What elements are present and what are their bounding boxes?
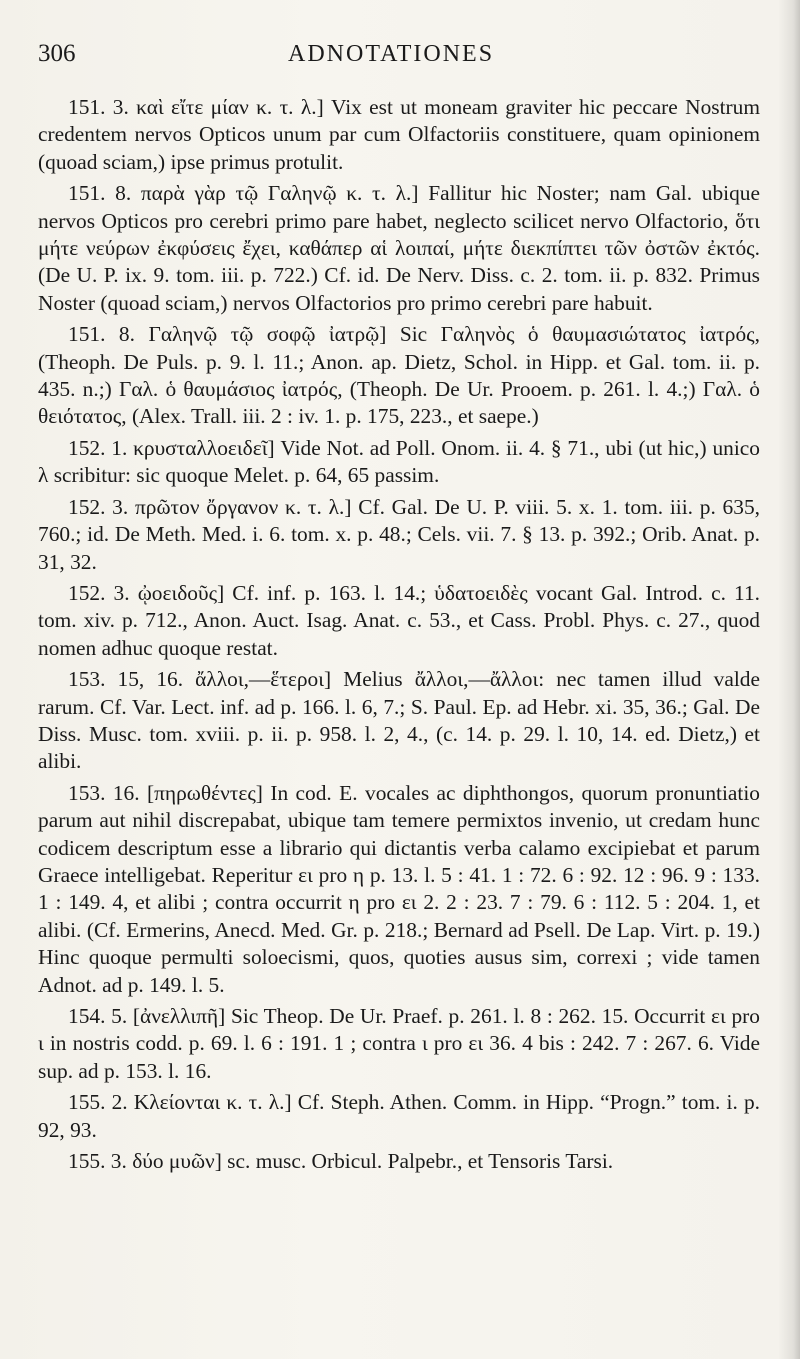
annotation-text: παρὰ γὰρ τῷ Γαληνῷ κ. τ. λ.] Fallitur hic Noster; nam Gal. ubique nervos Opticos pro cerebri primo pare habet, neglecto scilicet nervo Olfactorio, ὅτι μήτε νεύρων ἐκφύσεις ἔχει, καθάπερ αἱ λοιπαί, μήτε διεκπίπτει τῶν ὀστῶν ἐκτός. (De U. P. ix. 9. tom. iii. p. 722.) Cf. id. De Nerv. Diss. c. 2. tom. ii. p. 832. Primus Noster (quoad sciam,) nervos Olfactorios pro primo cerebri pare habuit. bbox=[38, 181, 760, 315]
annotation-text: [πηρωθέντες] In cod. E. vocales ac diphthongos, quorum pronuntiatio parum aut nihil discrepabat, ubique tam temere permixtos invenio, ut credam hunc codicem descriptum esse a librario qui dictantis verba calamo excipiebat et parum Graece intelligebat. Reperitur ει pro η p. 13. l. 5 : 41. 1 : 72. 6 : 92. 12 : 96. 9 : 133. 1 : 149. 4, et alibi ; contra occurrit η pro ει 2. 2 : 23. 7 : 79. 6 : 112. 5 : 204. 1, et alibi. (Cf. Ermerins, Anecd. Med. Gr. p. 218.; Bernard ad Psell. De Lap. Virt. p. 19.) Hinc quoque permulti soloecismi, quos, quoties ausus sim, correxi ; vide tamen Adnot. ad p. 149. l. 5. bbox=[38, 780, 760, 997]
annotation-entry bbox=[38, 435, 760, 490]
annotation-entry bbox=[38, 580, 760, 662]
annotation-text: Κλείονται κ. τ. λ.] Cf. Steph. Athen. Comm. in Hipp. “Progn.” tom. i. p. 92, 93. bbox=[38, 1090, 760, 1142]
annotation-entry bbox=[38, 1148, 760, 1175]
annotation-locus: 155. 3. bbox=[68, 1149, 127, 1174]
annotation-text: [ἀνελλιπῆ] Sic Theop. De Ur. Praef. p. 261. l. 8 : 262. 15. Occurrit ει pro ι in nostris codd. p. 69. l. 6 : 191. 1 ; contra ι pro ει 36. 4 bis : 242. 7 : 267. 6. Vide sup. ad p. 153. l. 16. bbox=[38, 1004, 760, 1083]
annotation-locus: 154. 5. bbox=[68, 1004, 128, 1028]
annotation-entry bbox=[38, 1003, 760, 1085]
page-header bbox=[38, 40, 760, 80]
annotation-locus: 153. 16. bbox=[68, 780, 140, 805]
annotation-locus: 152. 3. bbox=[68, 494, 129, 519]
annotation-entry bbox=[38, 321, 760, 431]
page-edge-shadow bbox=[778, 0, 800, 1359]
running-title: ADNOTATIONES bbox=[288, 41, 495, 67]
annotation-entry bbox=[38, 94, 760, 176]
annotation-entry bbox=[38, 780, 760, 999]
annotation-list bbox=[38, 94, 760, 1175]
annotation-text: ᾠοειδοῦς] Cf. inf. p. 163. l. 14.; ὑδατοειδὲς vocant Gal. Introd. c. 11. tom. xiv. p. 712., Anon. Auct. Isag. Anat. c. 53., et Cass. Probl. Phys. c. 27., quod nomen adhuc quoque restat. bbox=[38, 580, 760, 660]
page-number: 306 bbox=[38, 40, 76, 67]
annotation-locus: 152. 3. bbox=[68, 580, 130, 605]
annotation-locus: 151. 8. bbox=[68, 181, 132, 206]
annotation-locus: 152. 1. bbox=[68, 435, 128, 460]
annotation-locus: 151. 3. bbox=[68, 95, 129, 119]
annotation-text: καὶ εἴτε μίαν κ. τ. λ.] Vix est ut moneam graviter hic peccare Nostrum credentem nervos Opticos unum par cum Olfactoriis constituere, quam opinionem (quoad sciam,) ipse primus protulit. bbox=[38, 95, 760, 174]
annotation-locus: 155. 2. bbox=[68, 1090, 128, 1115]
annotation-text: πρῶτον ὄργανον κ. τ. λ.] Cf. Gal. De U. P. viii. 5. x. 1. tom. iii. p. 635, 760.; id. De Meth. Med. i. 6. tom. x. p. 48.; Cels. vii. 7. § 13. p. 392.; Orib. Anat. p. 31, 32. bbox=[38, 494, 760, 574]
annotation-text: ἄλλοι,—ἕτεροι] Melius ἄλλοι,—ἄλλοι: nec tamen illud valde rarum. Cf. Var. Lect. inf. ad p. 166. l. 6, 7.; S. Paul. Ep. ad Hebr. xi. 35, 36.; Gal. De Diss. Musc. tom. xviii. p. ii. p. 958. l. 2, 4., (c. 14. p. 29. l. 10, 14. ed. Dietz,) et alibi. bbox=[38, 667, 760, 774]
annotation-locus: 153. 15, 16. bbox=[68, 667, 184, 692]
annotation-text: Γαληνῷ τῷ σοφῷ ἰατρῷ] Sic Γαληνὸς ὁ θαυμασιώτατος ἰατρός, (Theoph. De Puls. p. 9. l. 11.; Anon. ap. Dietz, Schol. in Hipp. et Gal. tom. ii. p. 435. n.;) Γαλ. ὁ θαυμάσιος ἰατρός, (Theoph. De Ur. Prooem. p. 261. l. 4.;) Γαλ. ὁ θειότατος, (Alex. Trall. iii. 2 : iv. 1. p. 175, 223., et saepe.) bbox=[38, 322, 760, 429]
annotation-entry bbox=[38, 1089, 760, 1144]
annotation-entry bbox=[38, 666, 760, 776]
annotation-entry bbox=[38, 494, 760, 576]
annotation-text: δύο μυῶν] sc. musc. Orbicul. Palpebr., et Tensoris Tarsi. bbox=[132, 1149, 614, 1174]
annotation-entry bbox=[38, 180, 760, 317]
annotation-text: κρυσταλλοειδεῖ] Vide Not. ad Poll. Onom. ii. 4. § 71., ubi (ut hic,) unico λ scribitur: sic quoque Melet. p. 64, 65 passim. bbox=[38, 435, 760, 488]
annotation-locus: 151. 8. bbox=[68, 322, 135, 347]
